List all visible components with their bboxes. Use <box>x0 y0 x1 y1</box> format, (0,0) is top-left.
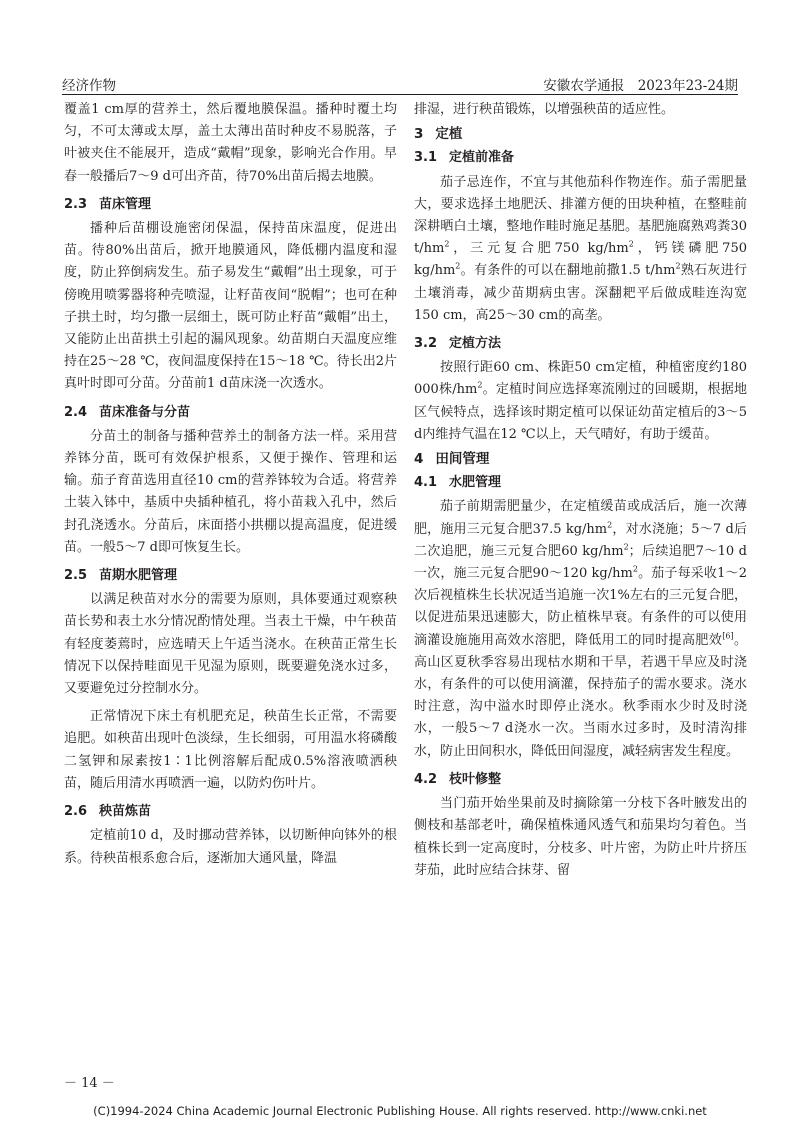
superscript: 2 <box>675 262 681 272</box>
section-title: 苗床管理 <box>99 196 152 212</box>
right-column <box>414 99 747 882</box>
superscript: 2 <box>632 564 638 574</box>
section-heading-4 <box>414 448 747 470</box>
superscript: 2 <box>607 520 613 530</box>
paragraph: 排湿，进行秧苗锻炼，以增强秧苗的适应性。 <box>414 102 675 117</box>
section-title: 水肥管理 <box>449 475 502 491</box>
section-heading-2-5 <box>64 565 397 587</box>
section-title: 定植 <box>435 126 463 143</box>
copyright-footer: (C)1994-2024 China Academic Journal Electronic Publishing House. All rights reserved. http://www.cnki.net <box>93 1104 707 1118</box>
section-number: 3 <box>414 126 424 143</box>
paragraph: 正常情况下床土有机肥充足，秧苗生长正常，不需要追肥。如秧苗出现叶色淡绿，生长细弱，可用温水将磷酸二氢钾和尿素按1∶1比例溶解后配成0.5%溶液喷洒秧苗，随后用清水再喷洒一遍，以防灼伤叶片。 <box>64 709 397 791</box>
text-run: 。茄子每采收1～2次后视植株生长状况适当追施一次1%左右的三元复合肥，以促进茄果迅速膨大，防止植株早衰。有条件的可以使用滴灌设施施用高效水溶肥，降低用工的同时提高肥效 <box>414 566 747 648</box>
section-number: 3.1 <box>414 150 438 166</box>
section-heading-2-4 <box>64 402 397 424</box>
section-title: 苗期水肥管理 <box>99 568 178 584</box>
paragraph <box>414 496 747 762</box>
citation-reference[interactable]: [6] <box>722 631 734 641</box>
paragraph: 播种后苗棚设施密闭保温，保持苗床温度，促进出苗。待80%出苗后，掀开地膜通风，降低棚内温度和湿度，防止猝倒病发生。茄子易发生“戴帽”出土现象，可于傍晚用喷雾器将种壳喷湿，让籽苗夜间“脱帽”；也可在种子拱土时，均匀撒一层细土，既可防止籽苗“戴帽”出土，又能防止出苗拱土引起的漏风现象。幼苗期白天温度应维持在25～28 ℃，夜间温度保持在15～18 ℃。待长出2片真叶时即可分苗。分苗前1 d苗床浇一次透水。 <box>64 221 397 392</box>
section-title: 定植方法 <box>449 336 502 352</box>
text-run: 。高山区夏秋季容易出现枯水期和干旱，若遇干旱应及时浇水，有条件的可以使用滴灌，保持茄子的需水要求。浇水时注意，沟中溢水时即停止浇水。秋季雨水少时及时浇水，一般5～7 d浇水一次。当雨水过多时，及时清沟排水，防止田间积水，降低田间湿度，减轻病害发生程度。 <box>414 632 747 759</box>
section-title: 定植前准备 <box>449 150 515 166</box>
text-run: 茄子忌连作，不宜与其他茄科作物连作。茄子需肥量大，要求选择土地肥沃、排灌方便的田块种植，在整畦前深耕晒白土壤，整地作畦时施足基肥。基肥施腐熟鸡粪30 t/hm <box>414 174 747 257</box>
section-number: 4.2 <box>414 771 438 787</box>
paragraph: 当门茄开始坐果前及时摘除第一分枝下各叶腋发出的侧枝和基部老叶，确保植株通风透气和茄果均匀着色。当植株长到一定高度时，分枝多、叶片密，为防止叶片挤压芽茄，此时应结合抹芽、留 <box>414 796 747 878</box>
paragraph <box>414 357 747 446</box>
running-header-journal: 安徽农学通报 2023年23-24期 <box>543 78 738 94</box>
section-number: 4 <box>414 451 424 468</box>
section-heading-2-6 <box>64 801 397 823</box>
section-title: 秧苗炼苗 <box>99 804 152 820</box>
paragraph: 分苗土的制备与播种营养土的制备方法一样。采用营养钵分苗，既可有效保护根系，又便于操作、管理和运输。茄子育苗选用直径10 cm的营养钵较为合适。将营养土装入钵中，基质中央插种植孔，将小苗栽入孔中，然后封孔浇透水。分苗后，床面搭小拱棚以提高温度，促进缓苗。一般5～7 d即可恢复生长。 <box>64 428 397 555</box>
section-number: 2.3 <box>64 196 88 212</box>
section-heading-3 <box>414 123 747 145</box>
superscript: 2 <box>477 381 483 391</box>
section-heading-2-3 <box>64 194 397 216</box>
section-number: 2.6 <box>64 804 88 820</box>
section-number: 2.5 <box>64 568 88 584</box>
section-number: 4.1 <box>414 475 438 491</box>
text-run: ，钙镁磷肥750 kg/hm <box>414 241 747 279</box>
section-number: 3.2 <box>414 336 438 352</box>
section-heading-4-2 <box>414 769 747 791</box>
section-title: 苗床准备与分苗 <box>99 404 191 420</box>
superscript: 2 <box>444 239 450 249</box>
superscript: 2 <box>455 262 461 272</box>
text-run: 按照行距60 cm、株距50 cm定植，种植密度约180 000株/hm <box>414 360 747 398</box>
left-column <box>64 99 397 870</box>
text-run: 。有条件的可以在翻地前撒1.5 t/hm <box>460 263 676 279</box>
text-run: 。定植时间应选择寒流刚过的回暖期，根据地区气候特点，选择该时期定植可以保证幼苗定植后的3～5 d内维持气温在12 ℃以上，天气晴好，有助于缓苗。 <box>414 382 747 442</box>
section-heading-4-1 <box>414 472 747 494</box>
page-number: － 14 － <box>64 1076 115 1091</box>
header-rule <box>62 94 738 95</box>
superscript: 2 <box>623 542 629 552</box>
paragraph: 以满足秧苗对水分的需要为原则，具体要通过观察秧苗长势和表土水分情况酌情处理。当表土干燥，中午秧苗有轻度萎蔫时，应选晴天上午适当浇水。在秧苗正常生长情况下以保持畦面见干见湿为原则，既要避免浇水过多，又要避免过分控制水分。 <box>64 592 397 697</box>
paragraph: 覆盖1 cm厚的营养土，然后覆地膜保温。播种时覆土均匀，不可太薄或太厚，盖土太薄出苗时种皮不易脱落，子叶被夹住不能展开，造成“戴帽”现象，影响光合作用。早春一般播后7～9 d可出齐苗，待70%出苗后揭去地膜。 <box>64 102 397 184</box>
text-run: ；后续追肥7～10 d一次，施三元复合肥90～120 kg/hm <box>414 543 747 582</box>
running-header-section: 经济作物 <box>62 78 116 94</box>
text-run: ，对水浇施；5～7 d后二次追肥，施三元复合肥60 kg/hm <box>414 521 748 559</box>
section-title: 田间管理 <box>435 451 490 468</box>
section-heading-3-2 <box>414 333 747 355</box>
text-run: 茄子前期需肥量少，在定植缓苗或成活后，施一次薄肥，施用三元复合肥37.5 kg/hm <box>414 499 747 537</box>
paragraph <box>414 172 747 327</box>
section-title: 枝叶修整 <box>449 771 502 787</box>
text-run: 熟石灰进行土壤消毒，减少苗期病虫害。深翻耙平后做成畦连沟宽150 cm，高25～30 cm的高垄。 <box>414 263 747 323</box>
section-number: 2.4 <box>64 404 88 420</box>
paragraph: 定植前10 d，及时挪动营养钵，以切断伸向钵外的根系。待秧苗根系愈合后，逐渐加大通风量，降温 <box>64 828 397 866</box>
superscript: 2 <box>628 239 634 249</box>
text-run: ，三元复合肥750 kg/hm <box>449 241 629 257</box>
section-heading-3-1 <box>414 147 747 169</box>
